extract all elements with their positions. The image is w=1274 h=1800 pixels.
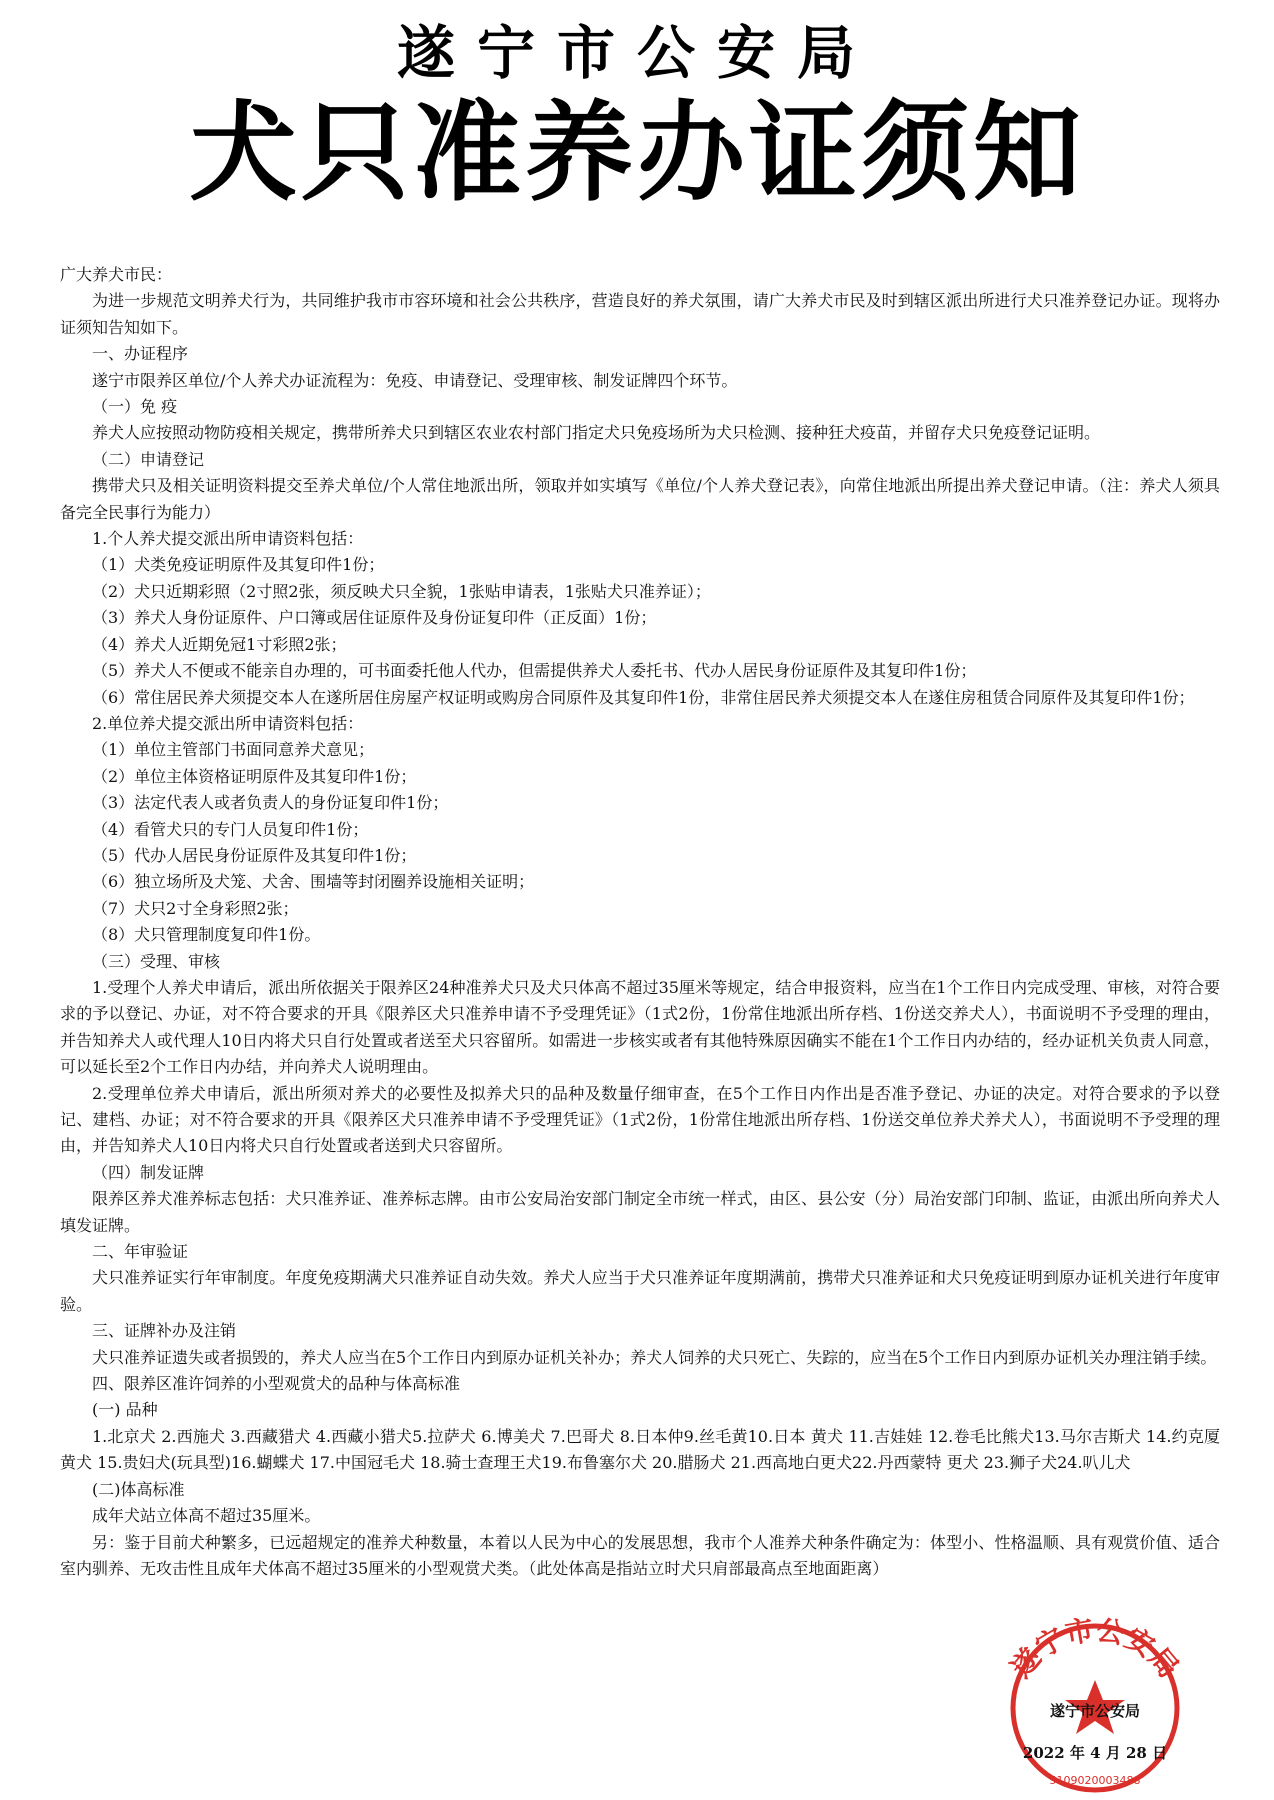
list-item: （6）独立场所及犬笼、犬舍、围墙等封闭圈养设施相关证明； [92,872,535,892]
breed-list: 1.北京犬 2.西施犬 3.西藏猎犬 4.西藏小猎犬5.拉萨犬 6.博美犬 7.巴哥犬 8.日本仲9.丝毛黄10.日本 黄犬 11.吉娃娃 12.卷毛比熊犬13.马尔吉斯犬 14.约克厦黄犬 15.贵妇犬(玩具型)16.蝴蝶犬 17.中国冠毛犬 18.骑士查理王犬19.布鲁塞尔犬 20.腊肠犬 21.西高地白更犬22.丹西蒙特 更犬 23.狮子犬24.叭儿犬 [60,1426,1220,1473]
subsection-heading: （二）申请登记 [92,449,205,469]
section-heading: 四、限养区准许饲养的小型观赏犬的品种与体高标准 [92,1374,461,1394]
notice-body [60,262,1220,1582]
subsection-heading: (二)体高标准 [92,1479,185,1499]
list-item: （3）法定代表人或者负责人的身份证复印件1份； [92,793,449,813]
list-item: （5）养犬人不便或不能亲自办理的，可书面委托他人代办，但需提供养犬人委托书、代办人居民身份证原件及其复印件1份； [92,661,977,681]
agency-title: 遂宁市公安局 [396,19,877,87]
list-item: （4）看管犬只的专门人员复印件1份； [92,819,369,839]
subsection-text: 养犬人应按照动物防疫相关规定，携带所养犬只到辖区农业农村部门指定犬只免疫场所为犬只检测、接种狂犬疫苗，并留存犬只免疫登记证明。 [92,423,1101,443]
section-text: 犬只准养证实行年审制度。年度免疫期满犬只准养证自动失效。养犬人应当于犬只准养证年度期满前，携带犬只准养证和犬只免疫证明到原办证机关进行年度审验。 [60,1268,1220,1314]
subsection-text: 携带犬只及相关证明资料提交至养犬单位/个人常住地派出所，领取并如实填写《单位/个人养犬登记表》，向常住地派出所提出养犬登记申请。（注：养犬人须具备完全民事行为能力） [60,476,1220,522]
list-item: （6）常住居民养犬须提交本人在遂所居住房屋产权证明或购房合同原件及其复印件1份，非常住居民养犬须提交本人在遂住房租赁合同原件及其复印件1份； [92,687,1195,707]
seal-text: 遂宁市公安局 [1004,1613,1186,1685]
subsection-heading: （四）制发证牌 [92,1162,205,1182]
official-seal [985,1608,1205,1793]
list-item: （3）养犬人身份证原件、户口簿或居住证原件及身份证复印件（正反面）1份； [92,608,657,628]
list-heading: 1.个人养犬提交派出所申请资料包括： [92,529,364,549]
subsection-text: 1.受理个人养犬申请后，派出所依据关于限养区24种准养犬只及犬只体高不超过35厘米等规定，结合申报资料，应当在1个工作日内完成受理、审核，对符合要求的予以登记、办证，对不符合要求的开具《限养区犬只准养申请不予受理凭证》（1式2份，1份常住地派出所存档、1份送交养犬人），书面说明不予受理的理由，并告知养犬人或代理人10日内将犬只自行处置或者送至犬只容留所。如需进一步核实或者有其他特殊原因确实不能在1个工作日内办结的，经办证机关负责人同意，可以延长至2个工作日内办结，并向养犬人说明理由。 [60,977,1220,1077]
notice-title: 犬只准养办证须知 [188,91,1085,216]
list-item: （5）代办人居民身份证原件及其复印件1份； [92,845,417,865]
height-standard: 成年犬站立体高不超过35厘米。 [92,1506,321,1526]
list-item: （2）单位主体资格证明原件及其复印件1份； [92,766,417,786]
list-item: （4）养犬人近期免冠1寸彩照2张； [92,634,347,654]
seal-code: 5109020003488 [1049,1774,1141,1787]
list-item: （7）犬只2寸全身彩照2张； [92,898,299,918]
section-heading: 一、办证程序 [92,344,189,364]
section-text: 犬只准养证遗失或者损毁的，养犬人应当在5个工作日内到原办证机关补办；养犬人饲养的犬只死亡、失踪的，应当在5个工作日内到原办证机关办理注销手续。 [92,1347,1217,1367]
list-heading: 2.单位养犬提交派出所申请资料包括： [92,713,364,733]
subsection-heading: （一）免 疫 [92,397,178,417]
intro-paragraph: 为进一步规范文明养犬行为，共同维护我市市容环境和社会公共秩序，营造良好的养犬氛围，请广大养犬市民及时到辖区派出所进行犬只准养登记办证。现将办证须知告知如下。 [60,291,1220,337]
subsection-text: 2.受理单位养犬申请后，派出所须对养犬的必要性及拟养犬只的品种及数量仔细审查，在5个工作日内作出是否准予登记、办证的决定。对符合要求的予以登记、建档、办证；对不符合要求的开具《限养区犬只准养申请不予受理凭证》（1式2份，1份常住地派出所存档、1份送交单位养犬养犬人），书面说明不予受理的理由，并告知养犬人10日内将犬只自行处置或者送到犬只容留所。 [60,1083,1220,1156]
list-item: （2）犬只近期彩照（2寸照2张，须反映犬只全貌，1张贴申请表，1张贴犬只准养证）； [92,581,711,601]
list-item: （1）单位主管部门书面同意养犬意见； [92,740,375,760]
section-heading: 三、证牌补办及注销 [92,1321,237,1341]
section-heading: 二、年审验证 [92,1242,189,1262]
subsection-heading: (一) 品种 [92,1400,158,1420]
note-paragraph: 另：鉴于目前犬种繁多，已远超规定的准养犬种数量，本着以人民为中心的发展思想，我市个人准养犬种条件确定为：体型小、性格温顺、具有观赏价值、适合室内驯养、无攻击性且成年犬体高不超过35厘米的小型观赏犬类。（此处体高是指站立时犬只肩部最高点至地面距离） [60,1532,1220,1578]
issuer-name: 遂宁市公安局 [1049,1702,1141,1720]
list-item: （8）犬只管理制度复印件1份。 [92,925,321,945]
section-text: 遂宁市限养区单位/个人养犬办证流程为：免疫、申请登记、受理审核、制发证牌四个环节。 [92,370,738,390]
issue-date: 2022 年 4 月 28 日 [1022,1744,1168,1762]
subsection-heading: （三）受理、审核 [92,951,221,971]
salutation: 广大养犬市民： [60,265,173,284]
subsection-text: 限养区养犬准养标志包括：犬只准养证、准养标志牌。由市公安局治安部门制定全市统一样式，由区、县公安（分）局治安部门印制、监证，由派出所向养犬人填发证牌。 [60,1189,1220,1235]
list-item: （1）犬类免疫证明原件及其复印件1份； [92,555,385,575]
